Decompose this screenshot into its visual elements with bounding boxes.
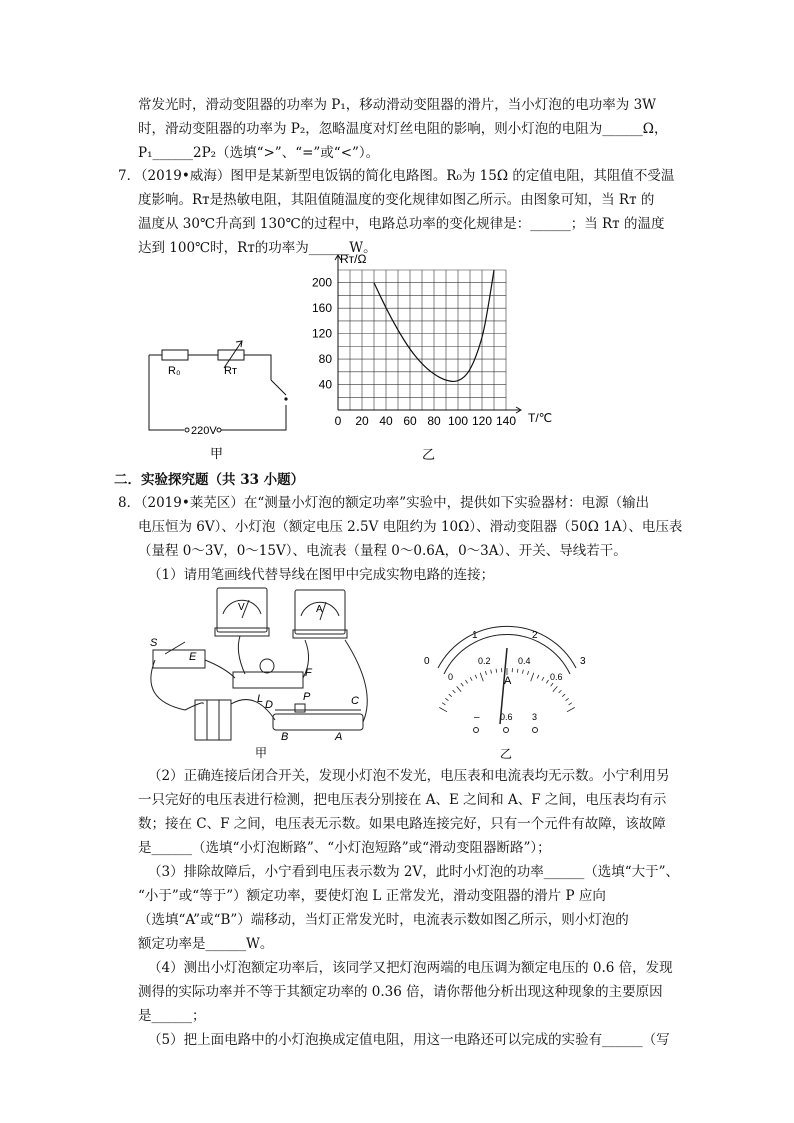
dial-tick xyxy=(449,694,452,697)
q8-line-2: 电压恒为 6V）、小灯泡（额定电压 2.5V 电阻约为 10Ω）、滑动变阻器（50Ω 1A）、电压表 xyxy=(138,519,683,535)
q8-part-1: （1）请用笔画线代替导线在图甲中完成实物电路的连接； xyxy=(148,567,495,583)
dial-tick xyxy=(537,675,539,679)
terminal-06: 0.6 xyxy=(500,712,513,722)
dial-inner-0: 0 xyxy=(448,672,454,682)
dial-tick xyxy=(569,703,572,705)
dial-inner-06: 0.6 xyxy=(550,672,563,682)
dial-tick xyxy=(457,686,462,691)
dial-tick xyxy=(485,671,486,675)
ammeter-dial-figure xyxy=(420,620,600,760)
switch-lever xyxy=(165,642,185,654)
q8-part-4-line-2: 测得的实际功率并不等于其额定功率的 0.36 倍，请你帮他分析出现这种现象的主要原因 xyxy=(138,984,663,1000)
dial-tick xyxy=(517,669,518,673)
resistance-temperature-chart xyxy=(310,245,580,465)
q7-number: 7． xyxy=(118,168,141,184)
label-f: F xyxy=(305,667,312,679)
ammeter-symbol: A xyxy=(316,604,323,615)
dial-tick xyxy=(480,673,483,681)
lamp-base xyxy=(233,672,303,688)
y-tick-label: 160 xyxy=(311,301,332,316)
x-tick-label: 140 xyxy=(495,414,517,428)
dial-tick xyxy=(567,707,575,711)
switch-blade xyxy=(271,380,286,395)
lamp-bulb xyxy=(260,659,274,673)
q8-part-3-line-3: （选填“A”或“B”）端移动，当灯正常发光时，电流表示数如图乙所示，则小灯泡的 xyxy=(138,912,629,928)
dial-tick xyxy=(527,671,528,675)
dial-tick xyxy=(546,680,548,683)
dial-tick xyxy=(542,677,544,681)
q7-line-2: 度影响。Rᴛ是热敏电阻，其阻值随温度的变化规律如图乙所示。由图象可知，当 Rᴛ 的 xyxy=(138,192,655,208)
dial-tick xyxy=(442,703,445,705)
voltmeter-symbol: V xyxy=(238,602,245,613)
figure-caption-yi: 乙 xyxy=(422,447,436,462)
figure-caption-yi-2: 乙 xyxy=(500,747,513,760)
label-p: P xyxy=(303,691,311,703)
physical-circuit-figure xyxy=(145,580,385,760)
figure-caption-jia: 甲 xyxy=(210,446,224,460)
y-tick-label: 120 xyxy=(311,326,332,341)
x-tick-label: 80 xyxy=(427,414,441,428)
x-tick-label: 20 xyxy=(355,414,369,428)
q8-part-2-line-3: 数；接在 C、F 之间，电压表无示数。如果电路连接完好，只有一个元件有故障，该故障 xyxy=(138,816,666,832)
dial-outer-arc xyxy=(438,626,576,668)
q8-part-3-line-1: （3）排除故障后，小宁看到电压表示数为 2V，此时小灯泡的功率______（选填“大于”、 xyxy=(148,864,680,880)
chart-ticks xyxy=(312,276,516,428)
q6-line-1: 常发光时，滑动变阻器的功率为 P₁，移动滑动变阻器的滑片，当小灯泡的电功率为 3W xyxy=(138,97,657,113)
y-tick-label: 40 xyxy=(318,377,332,392)
x-tick-label: 0 xyxy=(334,414,342,428)
rt-label: Rᴛ xyxy=(224,365,237,377)
terminal-3: 3 xyxy=(532,712,538,722)
dial-tick xyxy=(445,698,448,700)
q7-line-4: 达到 100℃时，Rᴛ的功率为______W。 xyxy=(138,240,377,256)
dial-tick xyxy=(553,686,558,691)
dial-inner-02: 0.2 xyxy=(478,656,491,666)
label-b: B xyxy=(281,731,289,743)
dial-tick xyxy=(453,690,456,693)
q7-line-3: 温度从 30℃升高到 130℃的过程中，电路总功率的变化规律是：______；当 Rᴛ 的温度 xyxy=(138,216,665,232)
q8-part-4-line-1: （4）测出小灯泡额定功率后，该同学又把灯泡两端的电压调为额定电压的 0.6 倍，发现 xyxy=(148,960,673,976)
dial-tick xyxy=(496,669,497,673)
q8-part-2-line-4: 是______（选填“小灯泡断路”、“小灯泡短路”或“滑动变阻器断路”）； xyxy=(138,840,551,856)
dial-unit: A xyxy=(504,675,512,687)
y-tick-label: 200 xyxy=(311,275,332,290)
terminal-neg: – xyxy=(474,712,480,723)
label-a: A xyxy=(335,731,343,743)
x-tick-label: 60 xyxy=(403,414,417,428)
q8-part-2-line-1: （2）正确连接后闭合开关，发现小灯泡不发光，电压表和电流表均无示数。小宁利用另 xyxy=(148,768,670,784)
dial-outer-2: 2 xyxy=(532,630,538,641)
q8-number: 8． xyxy=(118,495,141,511)
q8-part-4-line-3: 是______； xyxy=(138,1008,206,1024)
dial-tick xyxy=(475,675,477,679)
label-d: D xyxy=(265,699,273,711)
r0-label: R₀ xyxy=(168,365,181,377)
dial-tick xyxy=(465,680,467,683)
dial-tick xyxy=(461,683,463,686)
dial-tick xyxy=(551,683,553,686)
rheostat-slider xyxy=(295,704,305,712)
q6-line-2: 时，滑动变阻器的功率为 P₂，忽略温度对灯丝电阻的影响，则小灯泡的电阻为______Ω， xyxy=(138,121,668,137)
q8-part-3-line-2: “小于”或“等于”）额定功率，要使灯泡 L 正常发光，滑动变阻器的滑片 P 应向 xyxy=(138,888,606,904)
dial-inner-04: 0.4 xyxy=(518,656,531,666)
x-axis-label: T/℃ xyxy=(528,411,553,425)
rt-arrow xyxy=(224,341,242,368)
x-tick-label: 40 xyxy=(379,414,393,428)
rheostat-body xyxy=(273,714,363,730)
section-heading: 二．实验探究题（共 33 小题） xyxy=(114,472,305,488)
y-tick-label: 80 xyxy=(318,352,332,367)
x-tick-label: 100 xyxy=(447,414,469,428)
label-l: L xyxy=(257,693,264,705)
q8-line-1: （2019•莱芜区）在“测量小灯泡的额定功率”实验中，提供如下实验器材：电源（输出 xyxy=(134,495,650,511)
dial-tick xyxy=(531,673,534,681)
q8-part-5-line-1: （5）把上面电路中的小灯泡换成定值电阻，用这一电路还可以完成的实验有______（写 xyxy=(148,1032,670,1048)
dial-outer-0: 0 xyxy=(424,656,430,667)
rt-resistor xyxy=(218,350,244,360)
label-e: E xyxy=(189,651,197,663)
r0-resistor xyxy=(162,350,188,360)
q8-part-2-line-2: 一只完好的电压表进行检测，把电压表分别接在 A、E 之间和 A、F 之间，电压表均有示 xyxy=(138,792,667,808)
dial-tick xyxy=(470,677,472,681)
label-c: C xyxy=(351,695,359,707)
dial-tick xyxy=(439,707,447,711)
q7-line-1: （2019•威海）图甲是某新型电饭锅的简化电路图。R₀为 15Ω 的定值电阻，其阻值不受温 xyxy=(134,168,675,184)
dial-tick xyxy=(566,698,569,700)
q8-line-3: （量程 0～3V，0～15V）、电流表（量程 0～0.6A，0～3A）、开关、导线若干。 xyxy=(138,543,627,559)
x-tick-label: 120 xyxy=(471,414,493,428)
q6-line-3: P₁______2P₂（选填“>”、“=”或“<”）。 xyxy=(138,145,380,161)
dial-tick xyxy=(559,690,562,693)
switch-base xyxy=(153,650,205,668)
dial-tick xyxy=(562,694,565,697)
figure-caption-jia-2: 甲 xyxy=(255,746,268,760)
dial-outer-3: 3 xyxy=(580,656,586,667)
y-axis-label: Rᴛ/Ω xyxy=(340,252,367,266)
voltage-label: 220V xyxy=(191,425,217,437)
battery-pack xyxy=(195,700,231,740)
circuit-diagram xyxy=(140,335,300,460)
dial-tick xyxy=(522,670,523,674)
dial-outer-1: 1 xyxy=(472,630,478,641)
dial-tick xyxy=(491,670,492,674)
circuit-wire-right xyxy=(220,405,286,430)
label-s: S xyxy=(150,637,158,649)
q8-part-3-line-4: 额定功率是______W。 xyxy=(138,936,274,952)
